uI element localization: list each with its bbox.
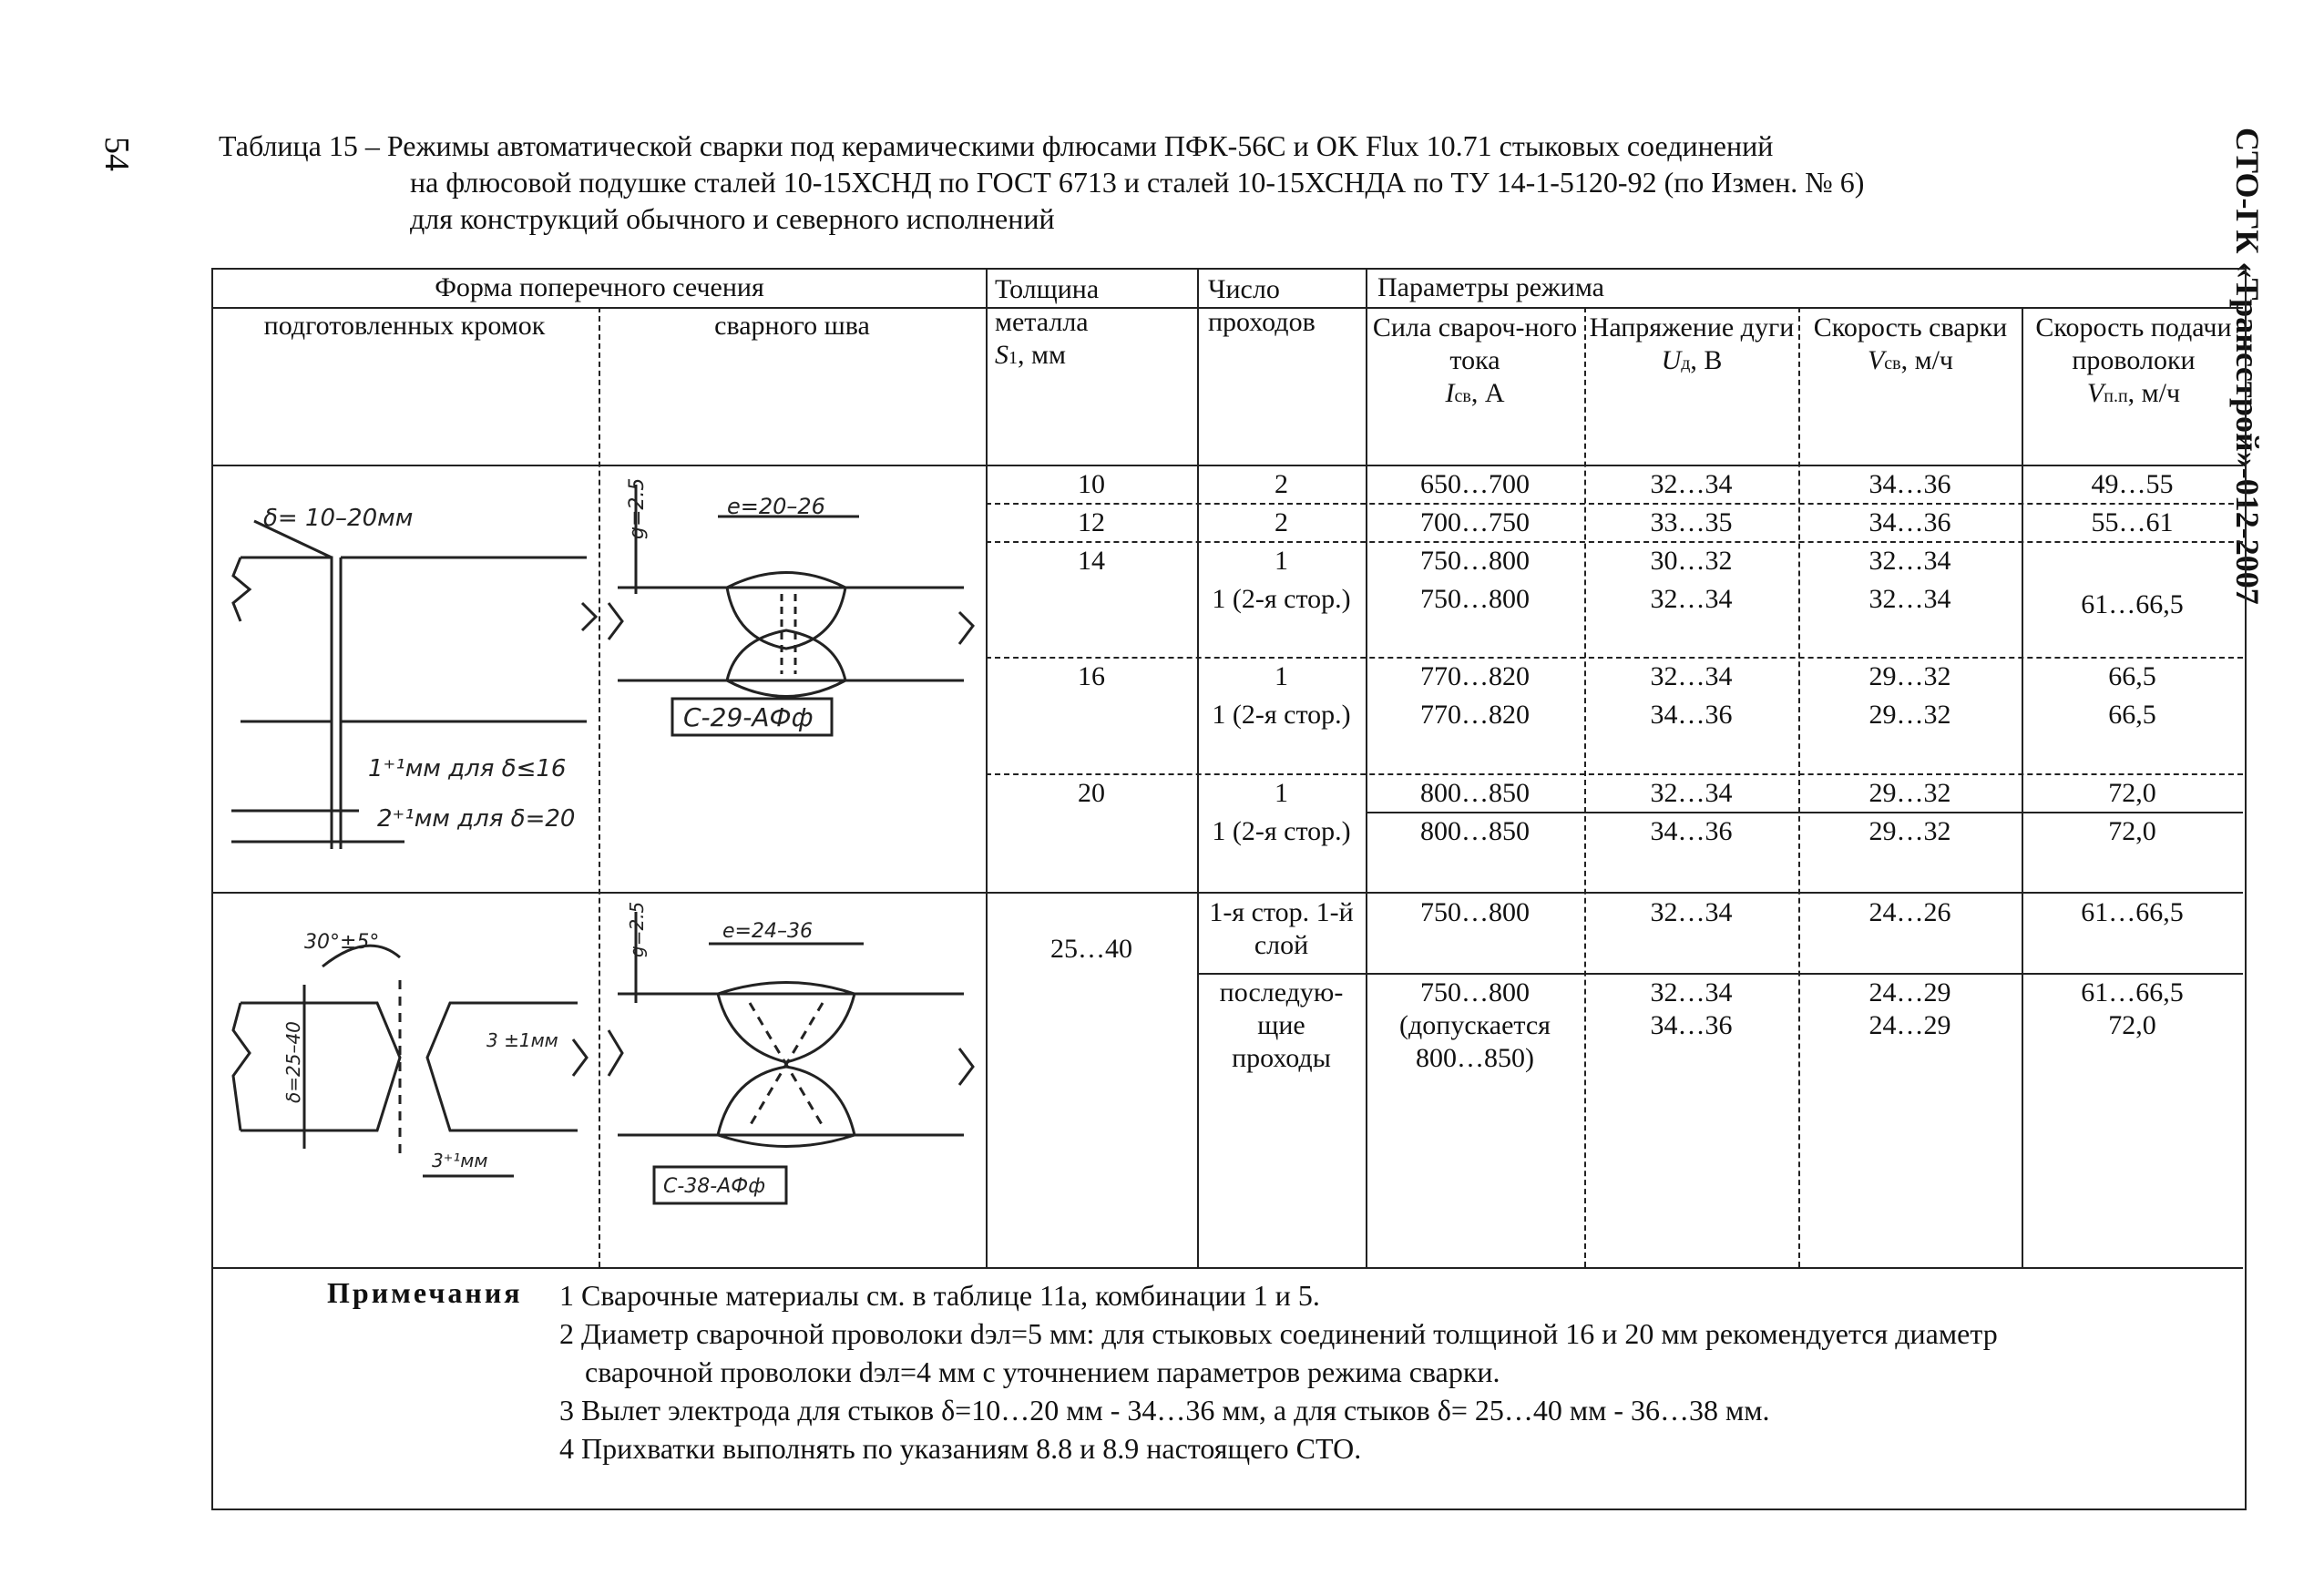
cell-current: 750…800 (1420, 584, 1530, 614)
caption-line-2: на флюсовой подушке сталей 10-15ХСНД по ГОСТ 6713 и сталей 10-15ХСНДА по ТУ 14-1-5120-92 (по Измен. № 6) (410, 166, 1865, 199)
cell-feed: 66,5 (2108, 700, 2156, 730)
cell-current: 770…820 (1420, 661, 1530, 691)
cell-feed: 61…66,5 (2081, 897, 2184, 927)
cell-passes: 1-я стор. 1-й слой (1209, 897, 1354, 960)
cell-voltage: 30…32 (1650, 546, 1733, 576)
cell-speed: 29…32 (1868, 661, 1951, 691)
header-current: Сила свароч-ного тока Iсв, А (1372, 312, 1578, 408)
cell-thickness: 16 (1078, 661, 1105, 691)
d1-reinf: g=2.5 (626, 477, 649, 539)
drawing-i-joint-weld (599, 466, 987, 885)
cell-voltage: 33…35 (1650, 507, 1733, 537)
cell-voltage: 32…34 34…36 (1650, 977, 1733, 1040)
d1-dim2: 2⁺¹мм для δ=20 (377, 805, 576, 833)
header-mode-params: Параметры режима (1377, 272, 1604, 302)
cell-voltage: 32…34 (1650, 469, 1733, 499)
d1-weld-width: e=20–26 (727, 494, 825, 519)
note-4: 4 Прихватки выполнять по указаниям 8.8 и 8.9 настоящего СТО. (559, 1432, 1362, 1465)
cell-speed: 29…32 (1868, 778, 1951, 808)
cell-current: 750…800 (1420, 897, 1530, 927)
d1-gap-label: δ= 10–20мм (263, 505, 414, 532)
cell-thickness: 12 (1078, 507, 1105, 537)
cell-current: 750…800 (допускается 800…850) (1399, 977, 1551, 1073)
note-3: 3 Вылет электрода для стыков δ=10…20 мм - 34…36 мм, а для стыков δ= 25…40 мм - 36…38 мм. (559, 1394, 1770, 1427)
header-section-form: Форма поперечного сечения (435, 272, 764, 302)
d2-angle: 30°±5° (304, 931, 380, 954)
grid-line (986, 773, 2243, 775)
header-weld-seam: сварного шва (714, 311, 870, 341)
d2-thk: δ=25–40 (282, 1021, 304, 1103)
cell-thickness: 25…40 (1050, 934, 1132, 964)
cell-feed: 72,0 (2108, 778, 2156, 808)
notes-title: Примечания (327, 1276, 523, 1309)
grid-line (1197, 973, 2243, 975)
header-passes: Число проходов (1208, 274, 1316, 337)
cell-voltage: 32…34 (1650, 661, 1733, 691)
cell-feed: 66,5 (2108, 661, 2156, 691)
cell-speed: 32…34 (1868, 546, 1951, 576)
d2-gap: 3⁺¹мм (432, 1150, 488, 1171)
note-2a: 2 Диаметр сварочной проволоки dэл=5 мм: для стыковых соединений толщиной 16 и 20 мм рекомендуется диаметр (559, 1317, 1998, 1350)
cell-current: 650…700 (1420, 469, 1530, 499)
cell-passes: 1 (2-я стор.) (1212, 584, 1351, 614)
cell-current: 750…800 (1420, 546, 1530, 576)
cell-thickness: 14 (1078, 546, 1105, 576)
cell-voltage: 34…36 (1650, 816, 1733, 846)
d2-root: 3 ±1мм (486, 1029, 558, 1051)
caption-line-3: для конструкций обычного и северного исполнений (410, 202, 1055, 235)
cell-voltage: 34…36 (1650, 700, 1733, 730)
cell-current: 800…850 (1420, 778, 1530, 808)
d1-dim1: 1⁺¹мм для δ≤16 (368, 755, 567, 782)
header-prepared-edges: подготовленных кромок (263, 311, 546, 341)
grid-line (1366, 812, 2243, 813)
table-caption (219, 128, 2123, 237)
cell-passes: 1 (1275, 661, 1288, 691)
cell-voltage: 32…34 (1650, 897, 1733, 927)
cell-voltage: 32…34 (1650, 778, 1733, 808)
notes-list (559, 1276, 2227, 1468)
d2-weld-width: e=24–36 (722, 920, 813, 943)
cell-feed: 61…66,5 72,0 (2081, 977, 2184, 1040)
running-header: СТО-ГК «Трансстрой»-012-2007 (2229, 128, 2266, 605)
cell-passes: 1 (2-я стор.) (1212, 816, 1351, 846)
cell-current: 700…750 (1420, 507, 1530, 537)
cell-passes: 1 (1275, 778, 1288, 808)
grid-line (986, 657, 2243, 659)
cell-passes: 2 (1275, 469, 1288, 499)
welding-modes-table (211, 268, 2247, 1510)
d2-code: С-38-АФф (663, 1175, 766, 1198)
cell-speed: 34…36 (1868, 469, 1951, 499)
note-2b: сварочной проволоки dэл=4 мм с уточнением параметров режима сварки. (585, 1355, 1500, 1388)
d2-reinf: g=2.5 (626, 901, 648, 957)
cell-passes: последую-щие проходы (1219, 977, 1344, 1073)
cell-thickness: 10 (1078, 469, 1105, 499)
cell-speed: 34…36 (1868, 507, 1951, 537)
cell-passes: 2 (1275, 507, 1288, 537)
cell-speed: 29…32 (1868, 700, 1951, 730)
cell-speed: 29…32 (1868, 816, 1951, 846)
drawing-i-joint-edges (213, 466, 596, 885)
cell-feed: 72,0 (2108, 816, 2156, 846)
cell-voltage: 32…34 (1650, 584, 1733, 614)
grid-line (986, 503, 2243, 505)
header-feed: Скорость подачи проволоки Vп.п, м/ч (2035, 312, 2232, 408)
drawing-x-joint-weld (599, 894, 987, 1267)
grid-line (1366, 270, 1367, 1267)
note-1: 1 Сварочные материалы см. в таблице 11а, комбинации 1 и 5. (559, 1279, 1320, 1312)
cell-passes: 1 (1275, 546, 1288, 576)
grid-line (986, 541, 2243, 543)
caption-line-1: Таблица 15 – Режимы автоматической сварки под керамическими флюсами ПФК-56С и OK Flux 10.71 стыковых соединений (219, 129, 1774, 162)
page-number: 54 (97, 137, 136, 171)
grid-line (213, 1267, 2243, 1269)
d1-code: С-29-АФф (683, 702, 814, 732)
cell-current: 800…850 (1420, 816, 1530, 846)
grid-line (1197, 270, 1199, 1267)
cell-speed: 32…34 (1868, 584, 1951, 614)
header-speed: Скорость сварки Vсв, м/ч (1813, 312, 2008, 375)
header-voltage: Напряжение дуги Uд, В (1589, 312, 1795, 375)
cell-speed: 24…26 (1868, 897, 1951, 927)
cell-passes: 1 (2-я стор.) (1212, 700, 1351, 730)
drawing-x-joint-edges (213, 894, 596, 1267)
cell-thickness: 20 (1078, 778, 1105, 808)
cell-feed: 49…55 (2091, 469, 2174, 499)
header-thickness: Толщина металла S1, мм (995, 274, 1100, 370)
cell-current: 770…820 (1420, 700, 1530, 730)
cell-speed: 24…29 24…29 (1868, 977, 1951, 1040)
cell-feed: 55…61 (2091, 507, 2174, 537)
cell-feed: 61…66,5 (2081, 589, 2184, 619)
